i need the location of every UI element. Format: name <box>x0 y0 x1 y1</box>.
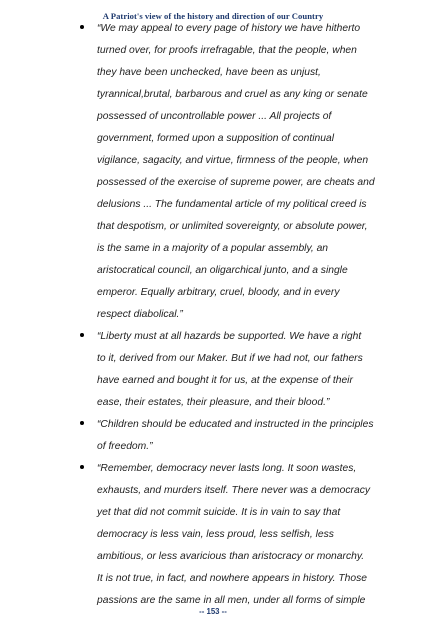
text-line: “Liberty must at all hazards be supported. We have a right <box>97 331 362 342</box>
text-line: delusions ... The fundamental article of my political creed is <box>97 199 367 210</box>
quote-item <box>97 18 401 326</box>
quote-item <box>97 458 401 612</box>
text-line: emperor. Equally arbitrary, cruel, bloody, and in every <box>97 287 340 298</box>
bullet-icon <box>80 333 84 337</box>
text-line: of freedom.” <box>97 441 153 452</box>
quote-text <box>97 18 401 326</box>
text-line: ease, their estates, their pleasure, and their blood.” <box>97 397 330 408</box>
text-line: is the same in a majority of a popular assembly, an <box>97 243 329 254</box>
text-line: “We may appeal to every page of history we have hitherto <box>97 23 361 34</box>
text-line: government, formed upon a supposition of continual <box>97 133 334 144</box>
quote-text <box>97 458 401 612</box>
quote-text <box>97 414 401 458</box>
quote-list <box>97 18 401 612</box>
text-line: exhausts, and murders itself. There never was a democracy <box>97 485 370 496</box>
text-line: democracy is less vain, less proud, less selfish, less <box>97 529 334 540</box>
text-line: “Children should be educated and instructed in the principles <box>97 419 374 430</box>
bullet-icon <box>80 465 84 469</box>
text-line: It is not true, in fact, and nowhere appears in history. Those <box>97 573 367 584</box>
page-number: -- 153 -- <box>199 607 227 616</box>
text-line: have earned and bought it for us, at the expense of their <box>97 375 353 386</box>
text-line: aristocratical council, an oligarchical junto, and a single <box>97 265 348 276</box>
quote-item <box>97 414 401 458</box>
text-line: tyrannical,brutal, barbarous and cruel as any king or senate <box>97 89 368 100</box>
text-line: yet that did not commit suicide. It is in vain to say that <box>97 507 341 518</box>
text-line: respect diabolical.” <box>97 309 183 320</box>
quote-text <box>97 326 401 414</box>
bullet-icon <box>80 25 84 29</box>
text-line: turned over, for proofs irrefragable, that the people, when <box>97 45 357 56</box>
text-line: to it, derived from our Maker. But if we had not, our fathers <box>97 353 363 364</box>
text-line: “Remember, democracy never lasts long. It soon wastes, <box>97 463 357 474</box>
running-header: A Patriot's view of the history and direction of our Country <box>102 11 324 21</box>
bullet-icon <box>80 421 84 425</box>
text-line: passions are the same in all men, under all forms of simple <box>97 595 366 606</box>
quote-item <box>97 326 401 414</box>
text-line: they have been unchecked, have been as unjust, <box>97 67 321 78</box>
text-line: ambitious, or less avaricious than aristocracy or monarchy. <box>97 551 365 562</box>
text-line: vigilance, sagacity, and virtue, firmness of the people, when <box>97 155 369 166</box>
text-line: possessed of uncontrollable power ... All projects of <box>97 111 332 122</box>
text-line: that despotism, or unlimited sovereignty, or absolute power, <box>97 221 368 232</box>
text-line: possessed of the exercise of supreme power, are cheats and <box>97 177 375 188</box>
